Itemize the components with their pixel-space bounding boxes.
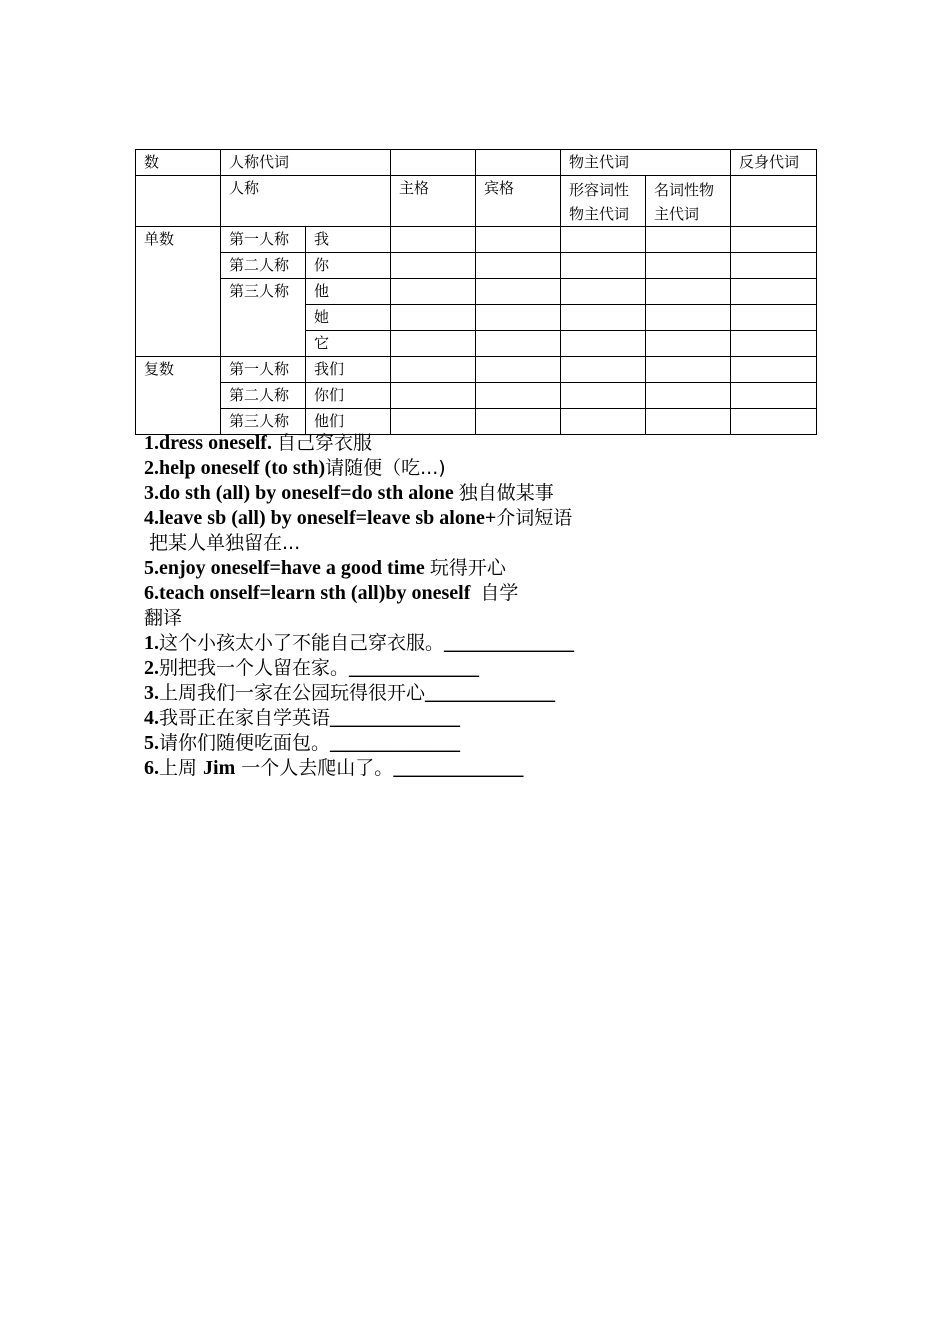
answer-cell bbox=[731, 357, 817, 383]
person-label: 第三人称 bbox=[221, 279, 306, 357]
answer-cell bbox=[731, 409, 817, 435]
header-empty-cell bbox=[391, 150, 476, 176]
table-row bbox=[136, 279, 817, 305]
answer-cell bbox=[476, 305, 561, 331]
translate-item: 4.我哥正在家自学英语_____________ bbox=[144, 707, 461, 729]
answer-cell bbox=[391, 357, 476, 383]
answer-cell bbox=[731, 279, 817, 305]
answer-cell bbox=[646, 305, 731, 331]
phrase-line: 把某人单独留在... bbox=[149, 532, 301, 554]
header-empty-cell bbox=[476, 150, 561, 176]
answer-cell bbox=[561, 279, 646, 305]
header-personal-pronoun: 人称代词 bbox=[221, 150, 391, 176]
translate-item: 6.上周 Jim 一个人去爬山了。_____________ bbox=[144, 757, 524, 779]
subheader-empty-cell bbox=[731, 176, 817, 227]
header-noun-possessive: 名词性物 主代词 bbox=[646, 176, 731, 227]
answer-cell bbox=[476, 357, 561, 383]
answer-cell bbox=[731, 227, 817, 253]
header-reflexive-pronoun: 反身代词 bbox=[731, 150, 817, 176]
answer-cell bbox=[391, 383, 476, 409]
answer-cell bbox=[476, 331, 561, 357]
answer-blank[interactable]: _____________ bbox=[330, 732, 461, 754]
pronoun-word: 它 bbox=[306, 331, 391, 357]
answer-cell bbox=[561, 227, 646, 253]
table-subheader-row bbox=[136, 176, 817, 227]
pronoun-word: 他们 bbox=[306, 409, 391, 435]
phrase-line: 4.leave sb (all) by oneself=leave sb alone+介词短语 bbox=[144, 507, 573, 529]
phrase-line: 1.dress oneself. 自己穿衣服 bbox=[144, 432, 372, 454]
answer-cell bbox=[391, 331, 476, 357]
answer-cell bbox=[646, 253, 731, 279]
header-subject-case: 主格 bbox=[391, 176, 476, 227]
answer-cell bbox=[476, 253, 561, 279]
answer-cell bbox=[561, 253, 646, 279]
answer-cell bbox=[646, 331, 731, 357]
pronoun-word: 你们 bbox=[306, 383, 391, 409]
notes-section bbox=[144, 431, 574, 781]
answer-cell bbox=[476, 279, 561, 305]
person-label: 第一人称 bbox=[221, 227, 306, 253]
pronoun-word: 他 bbox=[306, 279, 391, 305]
answer-cell bbox=[391, 227, 476, 253]
answer-cell bbox=[646, 383, 731, 409]
pronoun-table bbox=[135, 149, 817, 435]
phrase-line: 5.enjoy oneself=have a good time 玩得开心 bbox=[144, 557, 506, 579]
translate-item: 3.上周我们一家在公园玩得很开心_____________ bbox=[144, 682, 556, 704]
translate-item: 1.这个小孩太小了不能自己穿衣服。_____________ bbox=[144, 632, 575, 654]
translate-item: 2.别把我一个人留在家。_____________ bbox=[144, 657, 480, 679]
answer-cell bbox=[731, 383, 817, 409]
plural-label: 复数 bbox=[136, 357, 221, 435]
answer-cell bbox=[646, 357, 731, 383]
header-adj-possessive: 形容词性 物主代词 bbox=[561, 176, 646, 227]
answer-cell bbox=[561, 331, 646, 357]
answer-cell bbox=[731, 331, 817, 357]
person-label: 第三人称 bbox=[221, 409, 306, 435]
subheader-empty-cell bbox=[136, 176, 221, 227]
answer-blank[interactable]: _____________ bbox=[425, 682, 556, 704]
phrase-line: 2.help oneself (to sth)请随便（吃...) bbox=[144, 457, 446, 479]
person-label: 第二人称 bbox=[221, 253, 306, 279]
table-header-row bbox=[136, 150, 817, 176]
pronoun-word: 我 bbox=[306, 227, 391, 253]
translate-item: 5.请你们随便吃面包。_____________ bbox=[144, 732, 461, 754]
header-possessive-pronoun: 物主代词 bbox=[561, 150, 731, 176]
answer-cell bbox=[561, 305, 646, 331]
phrase-line: 6.teach onself=learn sth (all)by oneself 自学 bbox=[144, 582, 519, 604]
singular-label: 单数 bbox=[136, 227, 221, 357]
answer-cell bbox=[561, 383, 646, 409]
table-row bbox=[136, 383, 817, 409]
table-row bbox=[136, 253, 817, 279]
header-num: 数 bbox=[136, 150, 221, 176]
answer-blank[interactable]: _____________ bbox=[444, 632, 575, 654]
phrase-line: 3.do sth (all) by oneself=do sth alone 独自做某事 bbox=[144, 482, 554, 504]
table-row bbox=[136, 227, 817, 253]
answer-blank[interactable]: _____________ bbox=[393, 757, 524, 779]
answer-cell bbox=[476, 227, 561, 253]
person-label: 第二人称 bbox=[221, 383, 306, 409]
pronoun-word: 我们 bbox=[306, 357, 391, 383]
answer-cell bbox=[391, 253, 476, 279]
pronoun-word: 你 bbox=[306, 253, 391, 279]
answer-blank[interactable]: _____________ bbox=[349, 657, 480, 679]
header-object-case: 宾格 bbox=[476, 176, 561, 227]
person-label: 第一人称 bbox=[221, 357, 306, 383]
answer-cell bbox=[391, 305, 476, 331]
answer-cell bbox=[476, 383, 561, 409]
translate-title: 翻译 bbox=[144, 607, 183, 629]
answer-cell bbox=[731, 305, 817, 331]
header-person: 人称 bbox=[221, 176, 391, 227]
answer-cell bbox=[646, 409, 731, 435]
pronoun-word: 她 bbox=[306, 305, 391, 331]
answer-cell bbox=[646, 279, 731, 305]
answer-cell bbox=[646, 227, 731, 253]
answer-cell bbox=[561, 357, 646, 383]
answer-cell bbox=[391, 279, 476, 305]
answer-blank[interactable]: _____________ bbox=[330, 707, 461, 729]
answer-cell bbox=[731, 253, 817, 279]
table-row bbox=[136, 357, 817, 383]
